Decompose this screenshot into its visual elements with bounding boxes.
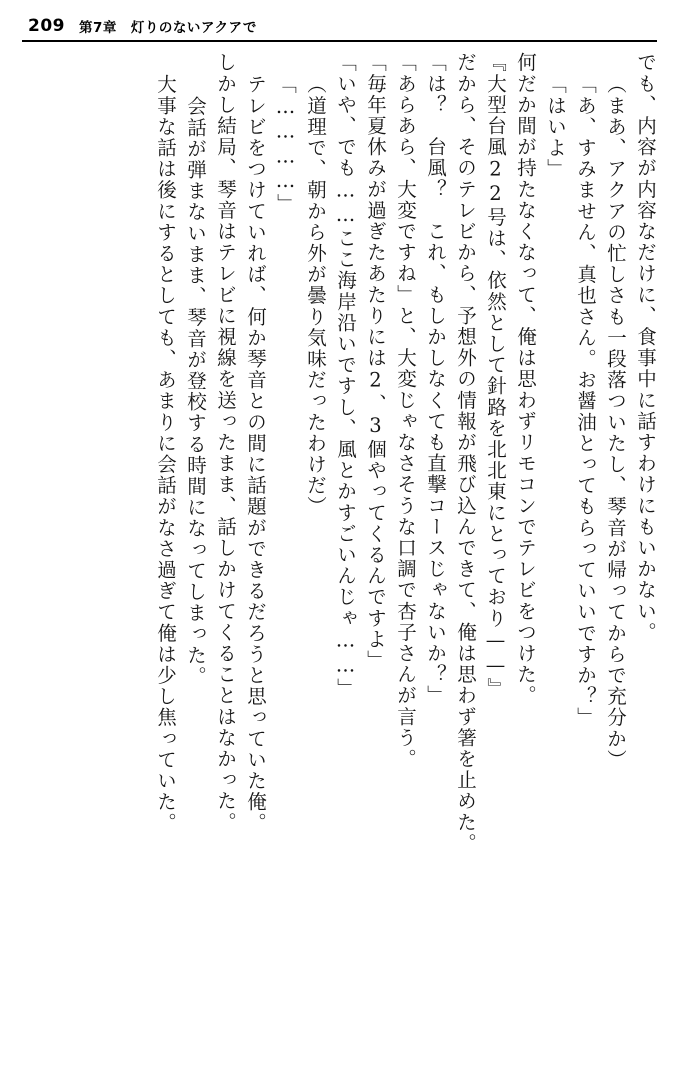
text-line: （まあ、アクアの忙しさも一段落ついたし、琴音が帰ってからで充分か） [604,74,627,771]
text-line: 「毎年夏休みが過ぎたあたりには2、3個やってくるんですよ」 [364,52,387,671]
header-divider [22,40,657,42]
page-number: 209 [28,16,65,36]
text-line: テレビをつけていれば、何か琴音との間に話題ができるだろうと思っていた俺。 [244,74,267,834]
text-line: 「はいよ」 [544,74,567,180]
running-header [28,12,651,40]
text-line: （道理で、朝から外が曇り気味だったわけだ） [304,74,327,518]
text-line: 「いや、でも……ここ海岸沿いですし、風とかすごいんじゃ……」 [334,52,357,699]
text-line: 会話が弾まないまま、琴音が登校する時間になってしまった。 [184,96,207,687]
text-line: 『大型台風22号は、依然として針路を北北東にとっており——』 [484,52,507,699]
text-line: 大事な話は後にするとしても、あまりに会話がなさ過ぎて俺は少し焦っていた。 [154,74,177,834]
text-line: 「…………」 [274,74,297,215]
chapter-title: 第7章 灯りのないアクアで [79,20,257,36]
text-line: でも、内容が内容なだけに、食事中に話すわけにもいかない。 [634,52,657,643]
text-line: だから、そのテレビから、予想外の情報が飛び込んできて、俺は思わず箸を止めた。 [454,52,477,854]
text-line: 「あ、すみません、真也さん。お醤油とってもらっていいですか？」 [574,74,597,729]
text-line: 「は？ 台風？ これ、もしかしなくても直撃コースじゃないか？」 [424,52,447,707]
text-line: 「あらあら、大変ですね」と、大変じゃなさそうな口調で杏子さんが言う。 [394,52,417,770]
text-line: 何だか間が持たなくなって、俺は思わずリモコンでテレビをつけた。 [514,52,537,707]
vertical-text-body [24,52,655,1028]
text-line: しかし結局、琴音はテレビに視線を送ったまま、話しかけてくることはなかった。 [214,52,237,833]
